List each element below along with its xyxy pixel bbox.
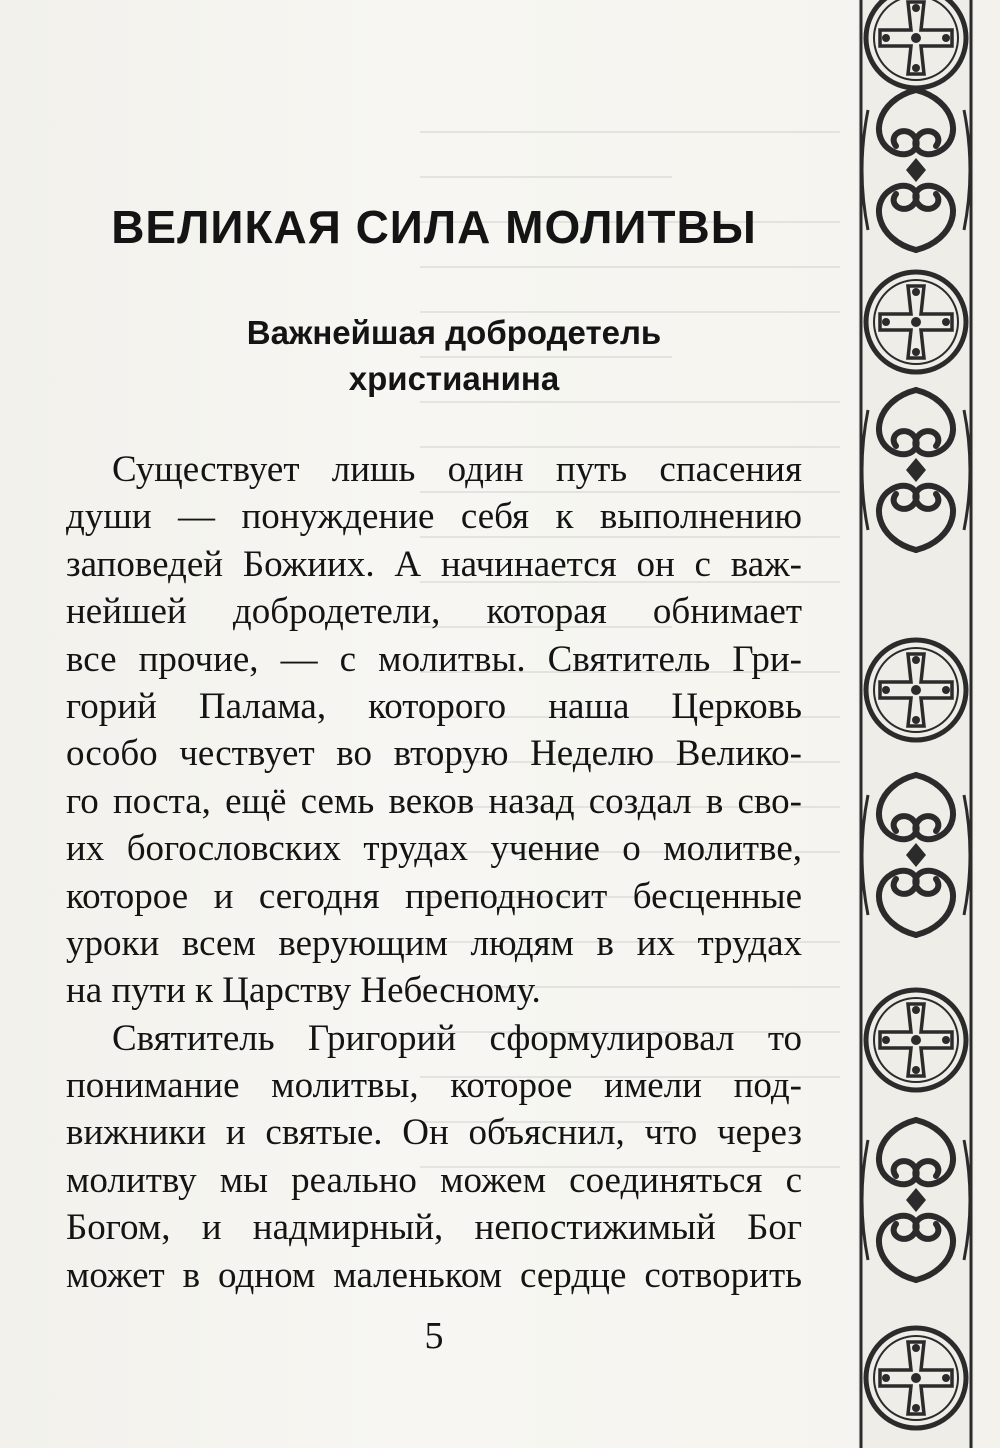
text-line: которое и сегодня преподносит бесценные	[66, 875, 802, 917]
text-line: на пути к Царству Небесному.	[66, 970, 541, 1012]
page-margin	[974, 0, 1000, 1448]
paragraph	[66, 1015, 802, 1299]
text-line: их богословских трудах учение о молитве,	[66, 828, 802, 870]
text-line: все прочие, — с молитвы. Святитель Гри-	[66, 638, 802, 680]
text-line: Святитель Григорий сформулировал то	[112, 1017, 802, 1059]
text-line: Существует лишь один путь спасения	[112, 449, 802, 490]
text-line: уроки всем верующим людям в их трудах	[66, 922, 802, 964]
section-subtitle	[66, 310, 802, 402]
paragraph	[66, 446, 802, 1015]
body-text	[66, 446, 802, 1299]
text-line: особо чествует во вторую Неделю Велико-	[66, 733, 802, 775]
text-line: души — понуждение себя к выполнению	[66, 496, 802, 538]
text-line: заповедей Божиих. А начинается он с важ-	[66, 543, 802, 585]
text-line: молитву мы реально можем соединяться с	[66, 1159, 802, 1201]
text-line: го поста, ещё семь веков назад создал в сво-	[66, 780, 802, 822]
subtitle-line: Важнейшая добродетель	[246, 314, 662, 351]
text-column	[66, 196, 802, 1299]
text-line: понимание молитвы, которое имели под-	[66, 1065, 802, 1107]
text-line: нейшей добродетели, которая обнимает	[66, 591, 802, 633]
text-line: горий Палама, которого наша Церковь	[66, 685, 802, 727]
subtitle-line: христианина	[348, 360, 560, 397]
chapter-title: ВЕЛИКАЯ СИЛА МОЛИТВЫ	[111, 201, 757, 253]
text-line: может в одном маленьком сердце сотворить	[66, 1254, 802, 1296]
ornamental-cross-border-icon	[858, 0, 974, 1448]
text-line: Богом, и надмирный, непостижимый Бог	[66, 1207, 802, 1249]
page-number: 5	[424, 1315, 444, 1357]
text-line: вижники и святые. Он объяснил, что через	[66, 1112, 802, 1154]
